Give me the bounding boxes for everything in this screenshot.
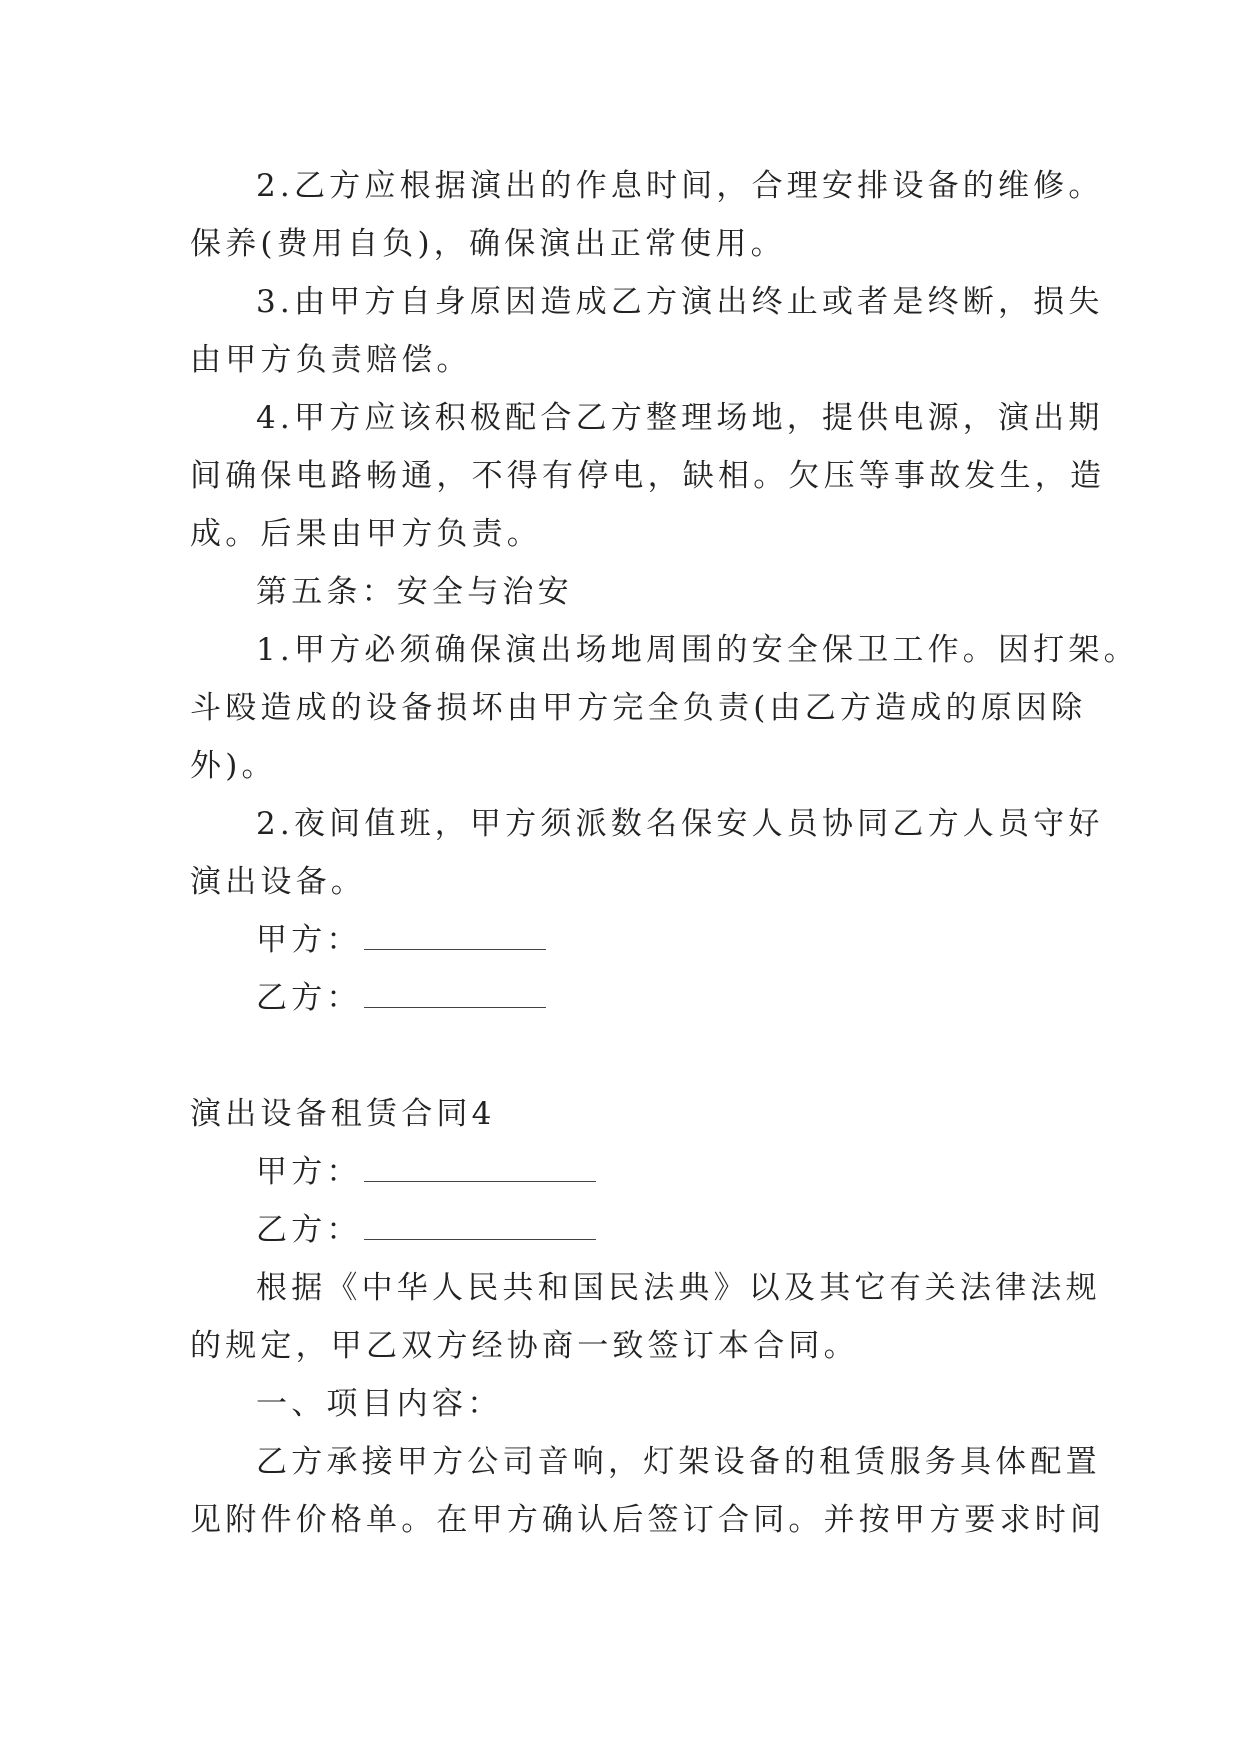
paragraph-line: 见附件价格单。在甲方确认后签订合同。并按甲方要求时间 (190, 1502, 1106, 1538)
paragraph-line: 成。后果由甲方负责。 (190, 516, 542, 552)
paragraph-line: 间确保电路畅通，不得有停电，缺相。欠压等事故发生，造 (190, 458, 1106, 494)
paragraph-line: 根据《中华人民共和国民法典》以及其它有关法律法规 (256, 1270, 1101, 1306)
party-b-label: 乙方： (256, 1212, 362, 1248)
party-b-blank (364, 1213, 596, 1240)
paragraph-line: 4.甲方应该积极配合乙方整理场地，提供电源，演出期 (256, 400, 1104, 436)
party-a-label: 甲方： (256, 922, 362, 958)
paragraph-line: 的规定，甲乙双方经协商一致签订本合同。 (190, 1328, 859, 1364)
paragraph-line: 保养(费用自负)，确保演出正常使用。 (190, 226, 786, 262)
paragraph-line: 外)。 (190, 748, 277, 784)
paragraph-line: 2.乙方应根据演出的作息时间，合理安排设备的维修。 (256, 168, 1104, 204)
paragraph-line: 1.甲方必须确保演出场地周围的安全保卫工作。因打架。 (256, 632, 1139, 668)
party-b-signature (256, 978, 1136, 1018)
party-a-label: 甲方： (256, 1154, 362, 1190)
party-b-label: 乙方： (256, 980, 362, 1016)
section-heading: 第五条：安全与治安 (256, 574, 573, 610)
paragraph-line: 乙方承接甲方公司音响，灯架设备的租赁服务具体配置 (256, 1444, 1101, 1480)
paragraph-line: 由甲方负责赔偿。 (190, 342, 472, 378)
party-a-field (256, 1152, 1136, 1192)
paragraph-line: 斗殴造成的设备损坏由甲方完全负责(由乙方造成的原因除 (190, 690, 1087, 726)
party-b-field (256, 1210, 1136, 1250)
party-a-blank (364, 1155, 596, 1182)
party-a-blank (364, 923, 546, 950)
contract-title: 演出设备租赁合同4 (190, 1096, 496, 1132)
party-b-blank (364, 981, 546, 1008)
section-heading: 一、项目内容： (256, 1386, 503, 1422)
paragraph-line: 2.夜间值班，甲方须派数名保安人员协同乙方人员守好 (256, 806, 1104, 842)
party-a-signature (256, 920, 1136, 960)
paragraph-line: 3.由甲方自身原因造成乙方演出终止或者是终断，损失 (256, 284, 1104, 320)
paragraph-line: 演出设备。 (190, 864, 366, 900)
